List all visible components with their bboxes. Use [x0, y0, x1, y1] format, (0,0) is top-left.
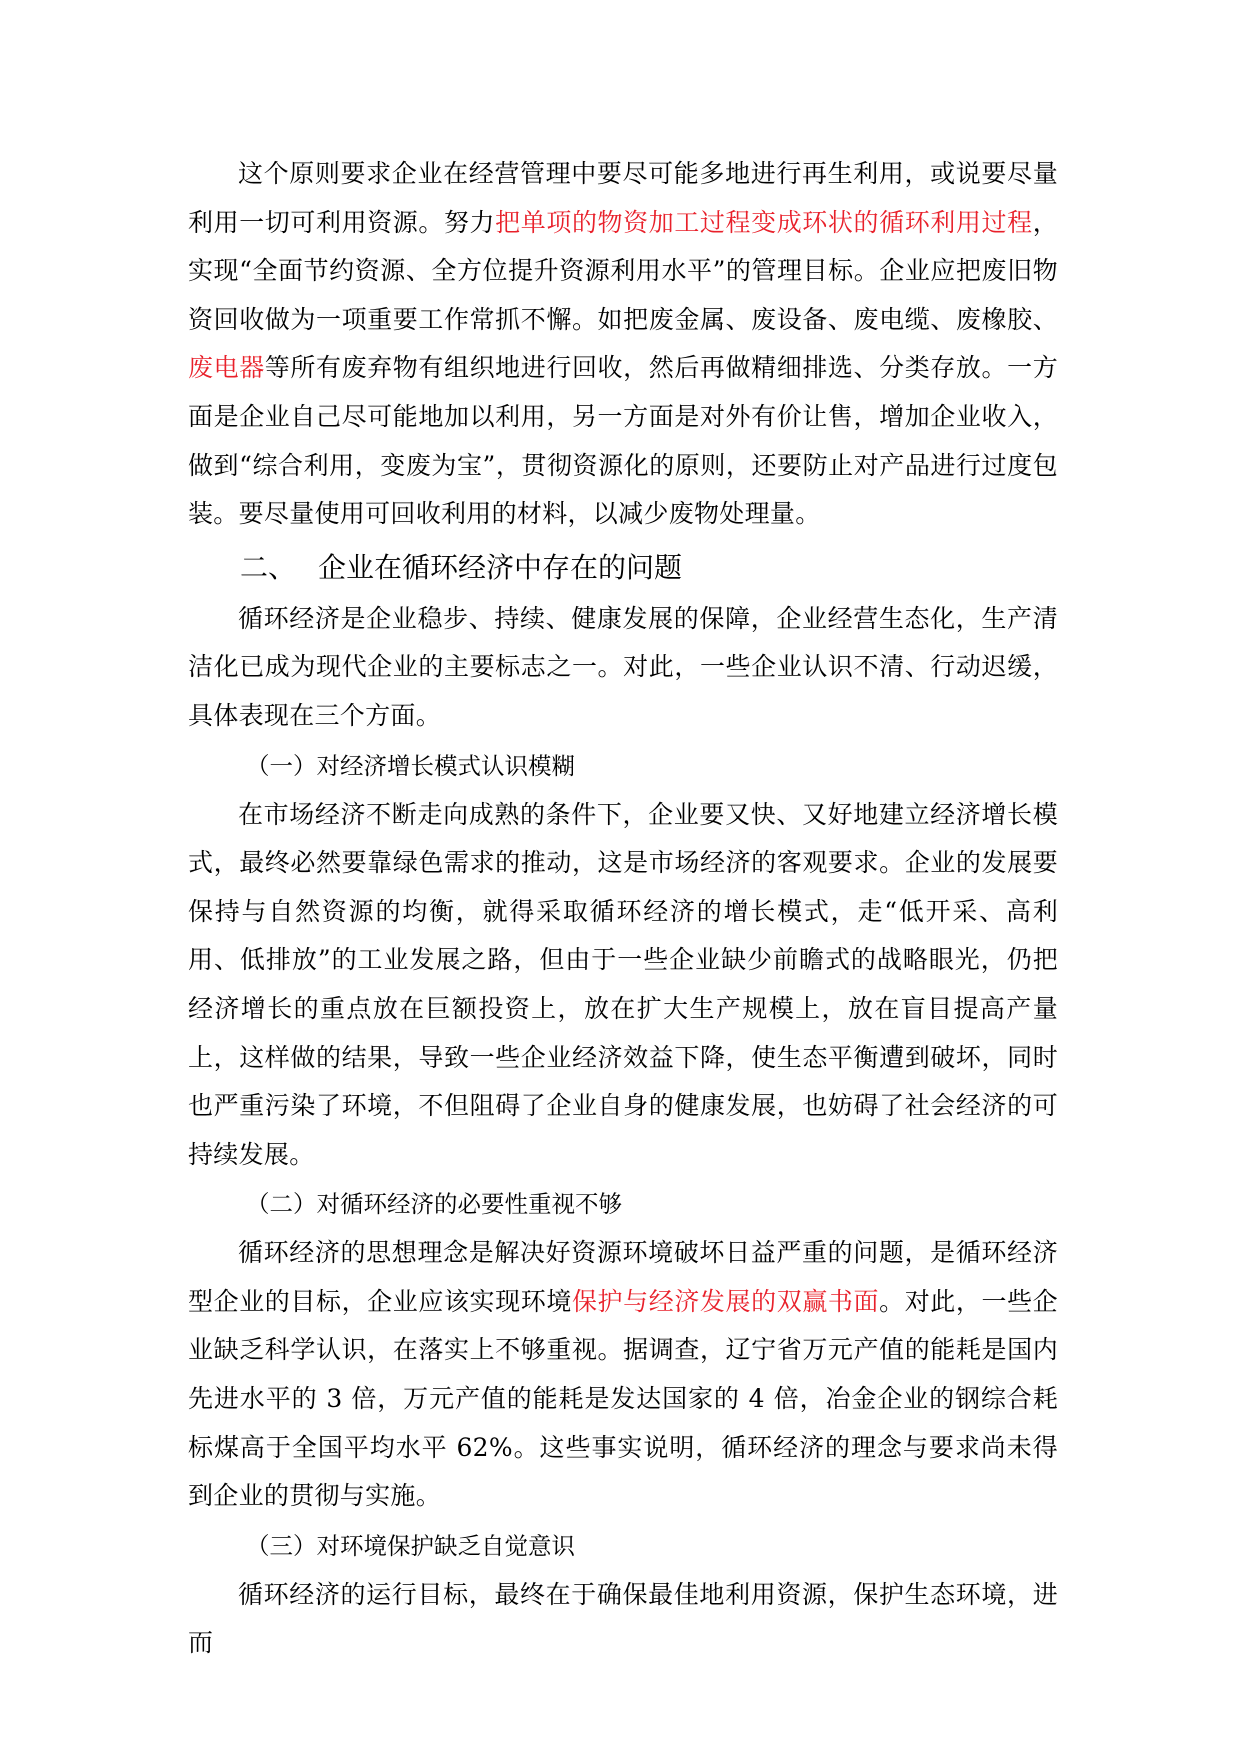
section-number: 二、	[240, 550, 297, 584]
paragraph-text: ，实现“全面节约资源、全方位提升资源利用水平”的管理目标。企业应把废旧物资回收做为一项重要工作常抓不懈。如把废金属、废设备、废电缆、废橡胶、	[188, 207, 1058, 334]
subsection-heading-3: （三）对环境保护缺乏自觉意识	[246, 1531, 575, 1560]
subsection-paragraph-1: 在市场经济不断走向成熟的条件下，企业要又快、又好地建立经济增长模式，最终必然要靠绿色需求的推动，这是市场经济的客观要求。企业的发展要保持与自然资源的均衡，就得采取循环经济的增长模式，走“低开采、高利用、低排放”的工业发展之路，但由于一些企业缺少前瞻式的战略眼光，仍把经济增长的重点放在巨额投资上，放在扩大生产规模上，放在盲目提高产量上，这样做的结果，导致一些企业经济效益下降，使生态平衡遭到破坏，同时也严重污染了环境，不但阻碍了企业自身的健康发展，也妨碍了社会经济的可持续发展。	[188, 799, 1058, 1169]
section-heading	[188, 541, 1058, 595]
subsection-heading-1: （一）对经济增长模式认识模糊	[246, 751, 575, 780]
subsection-paragraph-2	[188, 1229, 1058, 1521]
document-body	[188, 150, 1058, 1668]
highlighted-text: 废电器	[188, 353, 265, 383]
paragraph-text: 。对此，一些企业缺乏科学认识，在落实上不够重视。据调查，辽宁省万元产值的能耗是国内先进水平的 3 倍，万元产值的能耗是发达国家的 4 倍，冶金企业的钢综合耗标煤高于全国平均水平 62%。这些事实说明，循环经济的理念与要求尚未得到企业的贯彻与实施。	[188, 1286, 1058, 1511]
subsection-paragraph-3: 循环经济的运行目标，最终在于确保最佳地利用资源，保护生态环境，进而	[188, 1579, 1058, 1658]
highlighted-text: 把单项的物资加工过程变成环状的循环利用过程	[495, 207, 1033, 237]
paragraph-text: 循环经济的思想理念是解决好资源环境破坏日益严重的问题，是循环经济型企业的目标，企业应该实现环境	[188, 1238, 1058, 1316]
subsection-heading-2: （二）对循环经济的必要性重视不够	[246, 1190, 622, 1219]
section-title: 企业在循环经济中存在的问题	[318, 550, 683, 584]
section-intro-paragraph: 循环经济是企业稳步、持续、健康发展的保障，企业经营生态化，生产清洁化已成为现代企业的主要标志之一。对此，一些企业认识不清、行动迟缓，具体表现在三个方面。	[188, 603, 1058, 730]
highlighted-text: 保护与经济发展的双赢书面	[571, 1286, 880, 1316]
paragraph-recycling-principle	[188, 150, 1058, 539]
paragraph-text: 等所有废弃物有组织地进行回收，然后再做精细排选、分类存放。一方面是企业自己尽可能地加以利用，另一方面是对外有价让售，增加企业收入，做到“综合利用，变废为宝”，贯彻资源化的原则，还要防止对产品进行过度包装。要尽量使用可回收利用的材料，以减少废物处理量。	[188, 353, 1058, 529]
paragraph-text: 这个原则要求企业在经营管理中要尽可能多地进行再生利用，或说要尽量利用一切可利用资源。努力	[188, 159, 1058, 237]
